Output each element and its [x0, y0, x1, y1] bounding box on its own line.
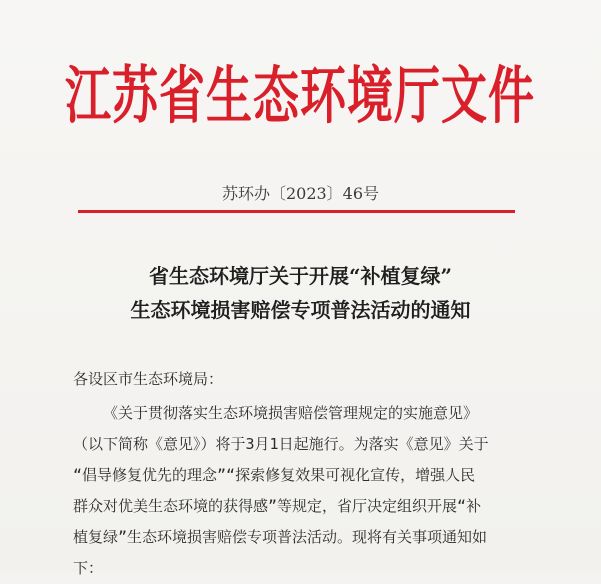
document-heading-line-1: 省生态环境厅关于开展“补植复绿”	[148, 264, 452, 288]
document-number: 苏环办〔2023〕46号	[221, 184, 380, 203]
body-line: 植复绿”生态环境损害赔偿专项普法活动。现将有关事项通知如	[73, 528, 488, 546]
body-line: 群众对优美生态环境的获得感”等规定，省厅决定组织开展“补	[73, 497, 482, 515]
body-line: “倡导修复优先的理念”“探索修复效果可视化宣传，增强人民	[73, 466, 476, 484]
addressee-line: 各设区市生态环境局：	[73, 370, 224, 388]
agency-title: 江苏省生态环境厅文件	[65, 58, 535, 132]
body-line: 下：	[73, 559, 104, 577]
body-line: 《关于贯彻落实生态环境损害赔偿管理规定的实施意见》	[103, 404, 479, 422]
document-heading-line-2: 生态环境损害赔偿专项普法活动的通知	[130, 298, 471, 322]
body-line: （以下简称《意见》）将于3月1日起施行。为落实《意见》关于	[73, 435, 489, 453]
body-paragraph	[73, 398, 533, 584]
red-divider-line	[78, 210, 515, 213]
